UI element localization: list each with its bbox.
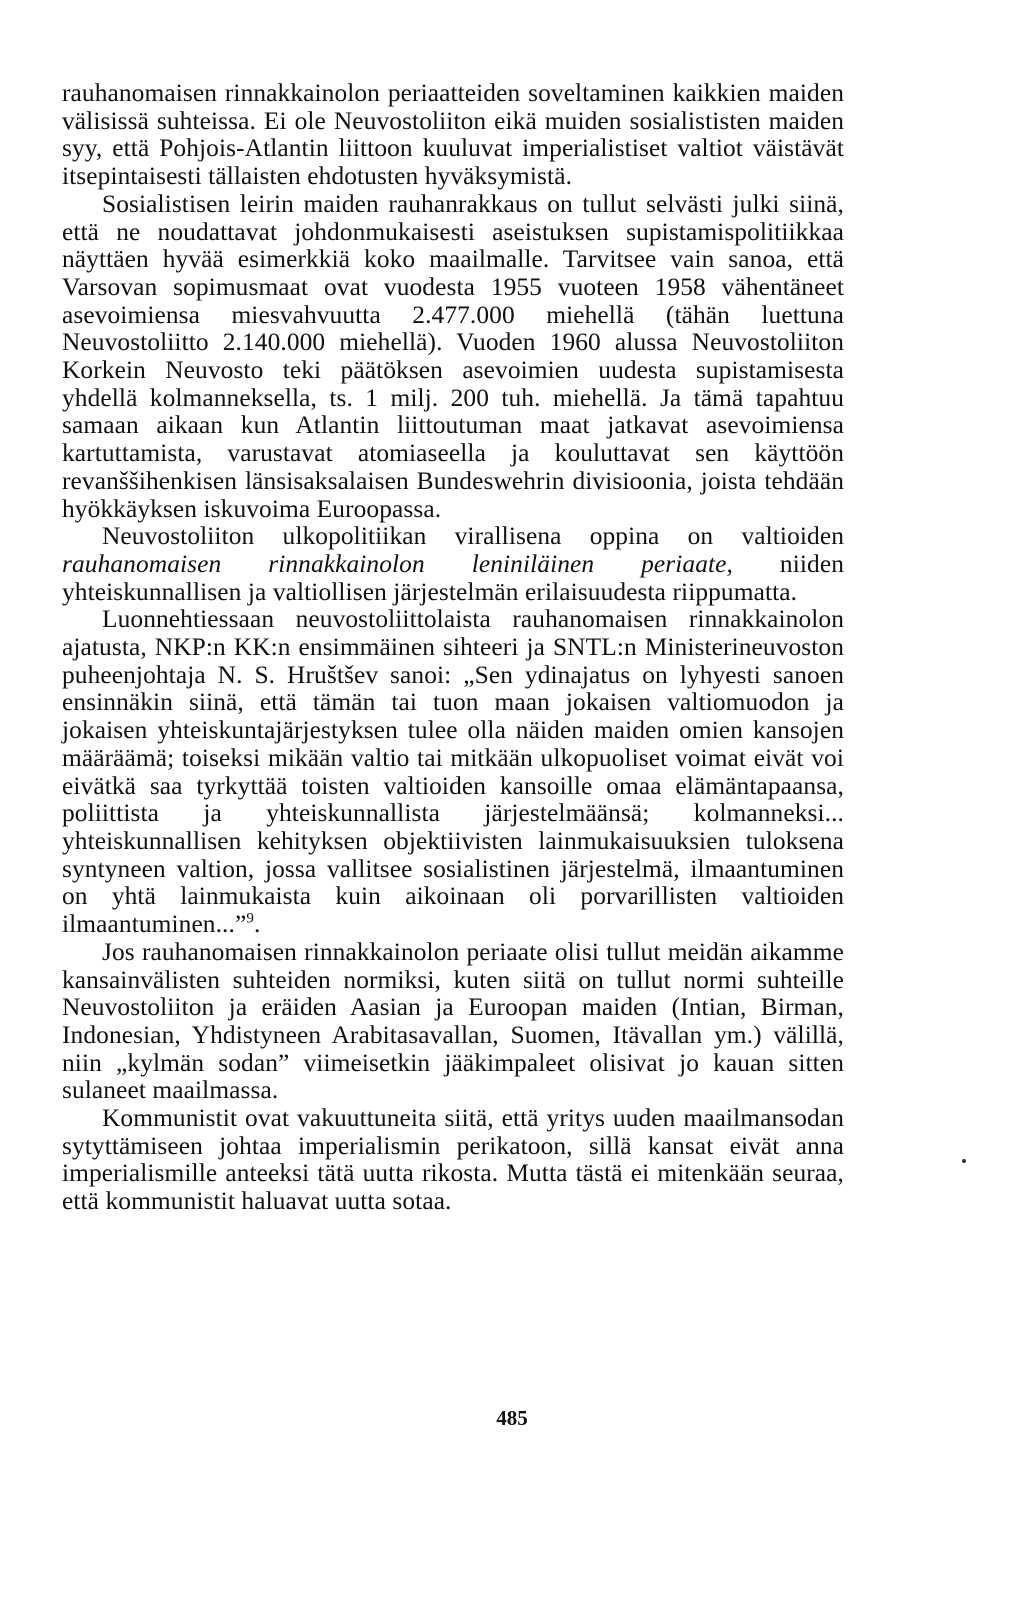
paragraph-2-text: Sosialistisen leirin maiden rauhanrakkaus on tullut selvästi julki siinä, että ne noudattavat johdonmukaisesti aseistuksen supistamispolitiikkaa näyttäen hyvää esimerkkiä koko maailmalle. Tarvitsee vain sanoa, että Varsovan sopimusmaat ovat vuodesta 1955 vuoteen 1958 vähentäneet asevoimiensa miesvahvuutta 2.477.000 miehellä (tähän luettuna Neuvostoliitto 2.140.000 miehellä). Vuoden 1960 alussa Neuvostoliiton Korkein Neuvosto teki päätöksen asevoimien uudesta supistamisesta yhdellä kolmanneksella, ts. 1 milj. 200 tuh. miehellä. Ja tämä tapahtuu samaan aikaan kun Atlantin liittoutuman maat jatkavat asevoimiensa kartuttamista, varustavat atomiaseella ja kouluttavat sen käyttöön revanššihenkisen länsisaksalaisen Bundeswehrin divisioonia, joista tehdään hyökkäyksen iskuvoima Euroopassa. bbox=[62, 189, 844, 523]
paragraph-6 bbox=[62, 1105, 844, 1216]
paragraph-6-text: Kommunistit ovat vakuuttuneita siitä, että yritys uuden maailmansodan sytyttämiseen johtaa imperialismin perikatoon, sillä kansat eivät anna imperialismille anteeksi tätä uutta rikosta. Mutta tästä ei mitenkään seuraa, että kommunistit haluavat uutta sotaa. bbox=[62, 1104, 844, 1216]
paragraph-1 bbox=[62, 80, 844, 191]
page-number: 485 bbox=[496, 1406, 528, 1430]
paragraph-1-text: rauhanomaisen rinnakkainolon periaatteiden soveltaminen kaikkien maiden välisissä suhteissa. Ei ole Neuvostoliiton eikä muiden sosialististen maiden syy, että Pohjois-Atlantin liittoon kuuluvat imperialistiset valtiot väistävät itsepintaisesti tällaisten ehdotusten hyväksymistä. bbox=[62, 79, 844, 191]
paragraph-4-text: Luonnehtiessaan neuvostoliittolaista rauhanomaisen rinnakkainolon ajatusta, NKP:n KK:n ensimmäinen sihteeri ja SNTL:n Ministerineuvoston puheenjohtaja N. S. Hruštšev sanoi: „Sen ydinajatus on lyhyesti sanoen ensinnäkin siinä, että tämän tai tuon maan jokaisen valtiomuodon ja jokaisen yhteiskuntajärjestyksen tulee olla näiden maiden omien kansojen määräämä; toiseksi mikään valtio tai mitkään ulkopuoliset voimat eivät voi eivätkä saa tyrkyttää toisten valtioiden kansoille omaa elämäntapaansa, poliittista ja yhteiskunnallista järjestelmäänsä; kolmanneksi... yhteiskunnallisen kehityksen objektiivisten lainmukaisuuksien tuloksena syntyneen valtion, jossa vallitsee sosialistinen järjestelmä, ilmaantuminen on yhtä lainmukaista kuin aikoinaan oli porvarillisten valtioiden ilmaantuminen...” bbox=[62, 605, 844, 939]
paragraph-3-emphasis: rauhanomaisen rinnakkainolon leniniläinen periaate, bbox=[62, 549, 733, 578]
paragraph-4-text-end: . bbox=[253, 910, 261, 939]
footnote-marker: 9 bbox=[246, 910, 254, 927]
print-speck bbox=[962, 1159, 966, 1163]
paragraph-5 bbox=[62, 939, 844, 1105]
paragraph-3 bbox=[62, 523, 844, 606]
paragraph-3-text-before: Neuvostoliiton ulkopolitiikan virallisena oppina on valtioiden bbox=[102, 522, 844, 551]
paragraph-5-text: Jos rauhanomaisen rinnakkainolon periaate olisi tullut meidän aikamme kansainvälisten suhteiden normiksi, kuten siitä on tullut normi suhteille Neuvostoliiton ja eräiden Aasian ja Euroopan maiden (Intian, Birman, Indonesian, Yhdistyneen Arabitasavallan, Suomen, Itävallan ym.) välillä, niin „kylmän sodan” viimeisetkin jääkimpaleet olisivat jo kauan sitten sulaneet maailmassa. bbox=[62, 937, 844, 1105]
paragraph-4 bbox=[62, 606, 844, 938]
paragraph-2 bbox=[62, 191, 844, 523]
paragraph-3-text-after: niiden yhteiskunnallisen ja valtiollisen järjestelmän erilaisuudesta riippumatta. bbox=[62, 549, 845, 606]
page-body bbox=[62, 80, 844, 1216]
